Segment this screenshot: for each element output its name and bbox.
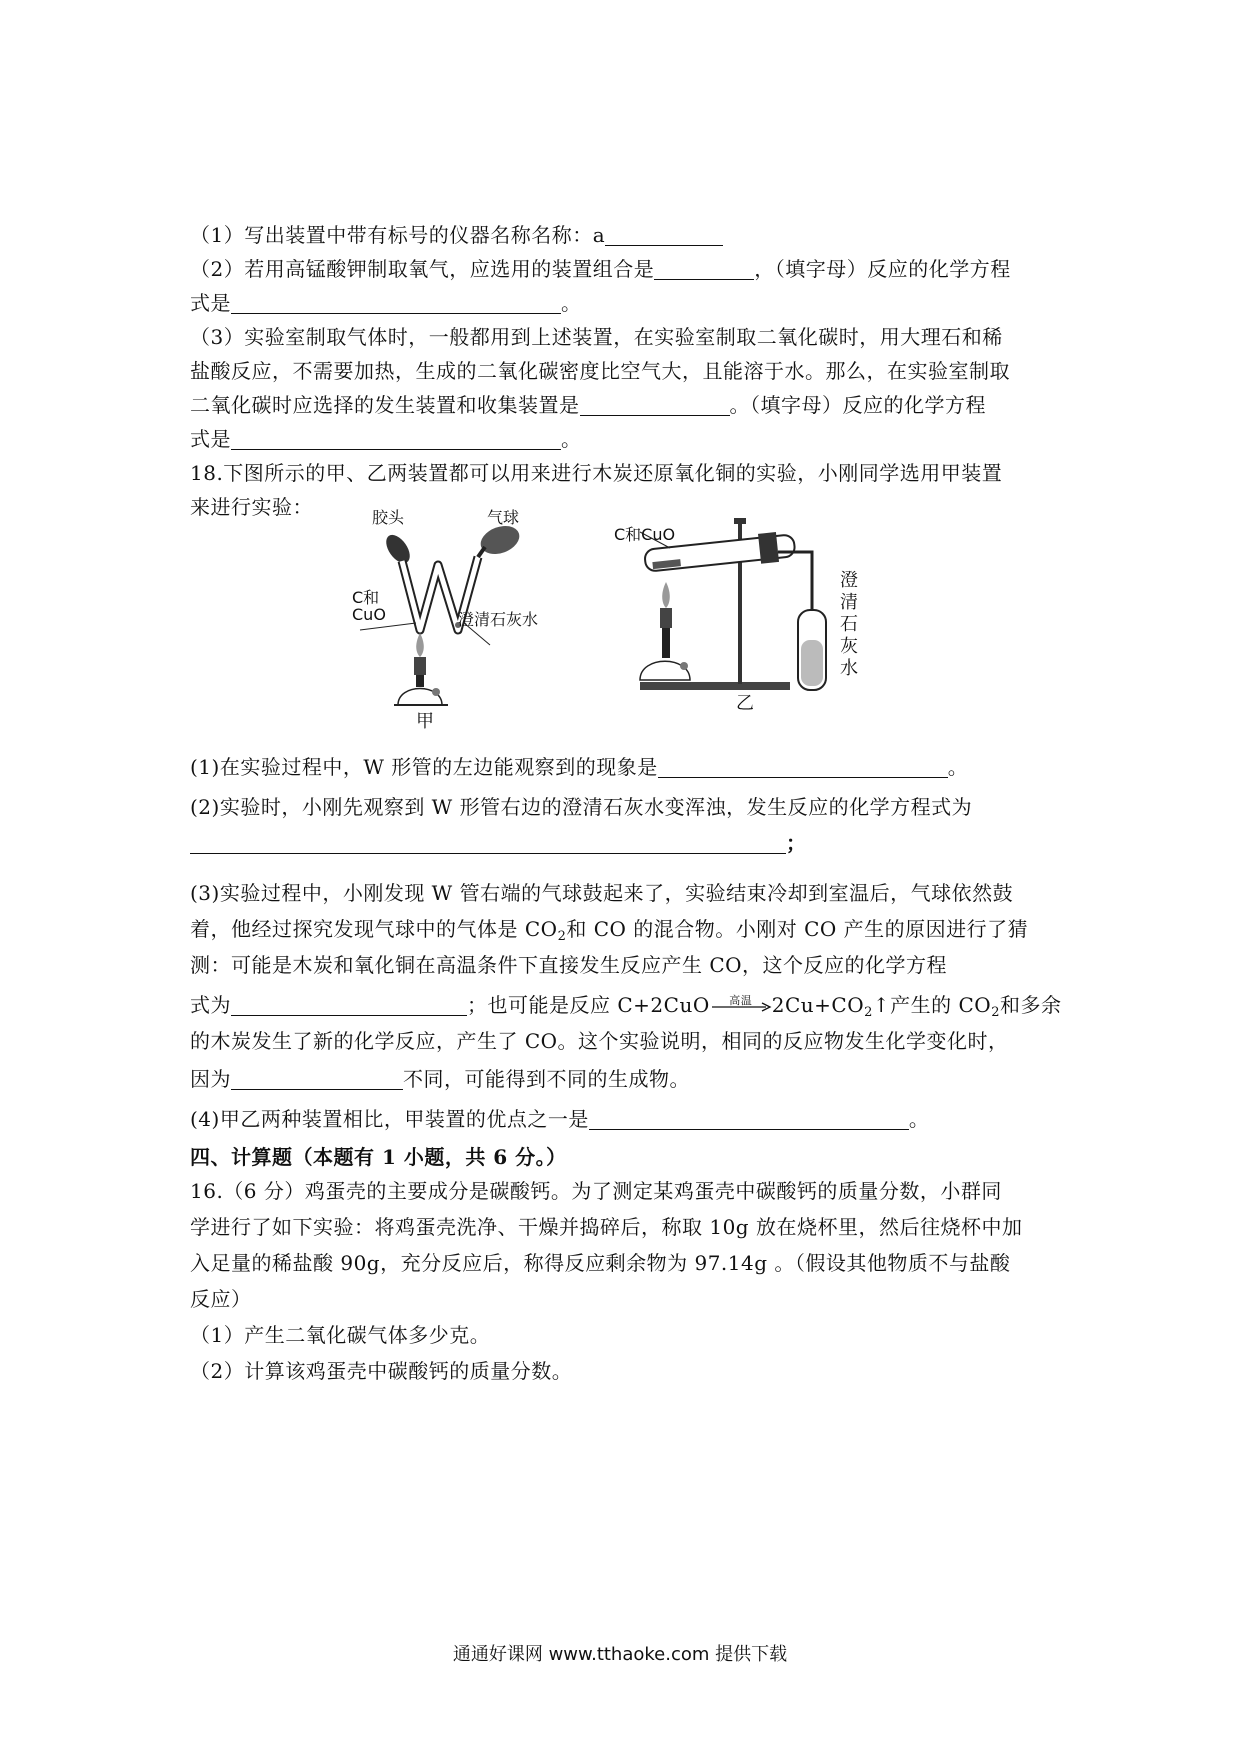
section-heading: 四、计算题（本题有 1 小题，共 6 分。） bbox=[190, 1145, 567, 1169]
q18-intro-line2: 来进行实验： bbox=[190, 495, 313, 519]
answer-blank bbox=[605, 223, 723, 246]
reaction-arrow: 高温 bbox=[710, 992, 772, 1014]
label-limewater: 澄清石灰水 bbox=[458, 610, 539, 629]
q18-sub2-answer: ； bbox=[190, 826, 1060, 860]
q18-sub3-line5: 的木炭发生了新的化学反应，产生了 CO。这个实验说明，相同的反应物发生化学变化时， bbox=[190, 1029, 1009, 1053]
answer-blank bbox=[231, 1067, 403, 1090]
q17-part3-line3: 二氧化碳时应选择的发生装置和收集装置是 。（填字母）反应的化学方程 bbox=[190, 393, 986, 417]
answer-blank bbox=[654, 257, 754, 280]
answer-blank bbox=[231, 291, 561, 314]
lime-char: 水 bbox=[840, 658, 858, 679]
answer-blank bbox=[589, 1107, 909, 1130]
q16-line4: 反应） bbox=[190, 1287, 252, 1311]
label-c: C和 bbox=[352, 588, 380, 607]
answer-blank bbox=[658, 755, 948, 778]
q18-sub3-line1: (3)实验过程中，小刚发现 W 管右端的气球鼓起来了，实验结束冷却到室温后，气球依然鼓 bbox=[190, 881, 1014, 905]
answer-blank bbox=[231, 993, 467, 1016]
label-cuo: CuO bbox=[352, 605, 386, 624]
q16-sub1: （1）产生二氧化碳气体多少克。 bbox=[190, 1323, 491, 1347]
label-limewater-vertical bbox=[838, 570, 860, 680]
q18-sub4: (4)甲乙两种装置相比，甲装置的优点之一是 。 bbox=[190, 1107, 930, 1131]
q17-part3-line2: 盐酸反应，不需要加热，生成的二氧化碳密度比空气大，且能溶于水。那么，在实验室制取 bbox=[190, 359, 1010, 383]
footer-source: 通通好课网 www.tthaoke.com 提供下载 bbox=[452, 1644, 788, 1665]
q16-line1: 16.（6 分）鸡蛋壳的主要成分是碳酸钙。为了测定某鸡蛋壳中碳酸钙的质量分数，小群同 bbox=[190, 1179, 1002, 1203]
q17-part3-line4: 式是 。 bbox=[190, 427, 582, 451]
q18-sub1: (1)在实验过程中，W 形管的左边能观察到的现象是 。 bbox=[190, 755, 969, 779]
q18-sub3-line3: 测：可能是木炭和氧化铜在高温条件下直接发生反应产生 CO，这个反应的化学方程 bbox=[190, 953, 948, 977]
q16-sub2: （2）计算该鸡蛋壳中碳酸钙的质量分数。 bbox=[190, 1359, 573, 1383]
q18-sub3-line2: 着，他经过探究发现气球中的气体是 $CO_2$和 CO 的混合物。小刚对 CO 产生的原因进行了猜 bbox=[190, 917, 1029, 944]
q16-line2: 学进行了如下实验：将鸡蛋壳洗净、干燥并捣碎后，称取 10g 放在烧杯里，然后往烧杯中加 bbox=[190, 1215, 1023, 1239]
lime-char: 石 bbox=[840, 614, 858, 635]
label-glue-head: 胶头 bbox=[372, 508, 405, 527]
lime-char: 清 bbox=[840, 592, 858, 613]
q18-sub3-line6: 因为 不同，可能得到不同的生成物。 bbox=[190, 1067, 690, 1091]
q18-sub3-line4: 式为 ；也可能是反应 C+2CuO 高温 $2Cu+CO_2↑$产生的 $CO_2$和多余 bbox=[190, 993, 1062, 1020]
q17-part3-line1: （3）实验室制取气体时，一般都用到上述装置，在实验室制取二氧化碳时，用大理石和稀 bbox=[190, 325, 1003, 349]
q18-sub2: (2)实验时，小刚先观察到 W 形管右边的澄清石灰水变浑浊，发生反应的化学方程式为 bbox=[190, 795, 973, 819]
q17-part2: （2）若用高锰酸钾制取氧气，应选用的装置组合是 ，（填字母）反应的化学方程 bbox=[190, 257, 1011, 281]
lime-char: 灰 bbox=[840, 636, 858, 657]
lime-char: 澄 bbox=[840, 570, 858, 591]
q17-part2-equation: 式是 。 bbox=[190, 291, 582, 315]
answer-blank bbox=[580, 393, 730, 416]
q18-intro-line1: 18.下图所示的甲、乙两装置都可以用来进行木炭还原氧化铜的实验，小刚同学选用甲装置 bbox=[190, 461, 1003, 485]
caption-yi: 乙 bbox=[736, 693, 754, 714]
answer-blank bbox=[190, 831, 786, 854]
label-c-cuo: C和CuO bbox=[614, 525, 676, 544]
q16-line3: 入足量的稀盐酸 90g，充分反应后，称得反应剩余物为 97.14g 。（假设其他物质不与盐酸 bbox=[190, 1251, 1011, 1275]
answer-blank bbox=[231, 427, 561, 450]
q17-part1: （1）写出装置中带有标号的仪器名称名称：a bbox=[190, 218, 1060, 252]
caption-jia: 甲 bbox=[416, 711, 434, 732]
label-balloon: 气球 bbox=[487, 508, 520, 527]
